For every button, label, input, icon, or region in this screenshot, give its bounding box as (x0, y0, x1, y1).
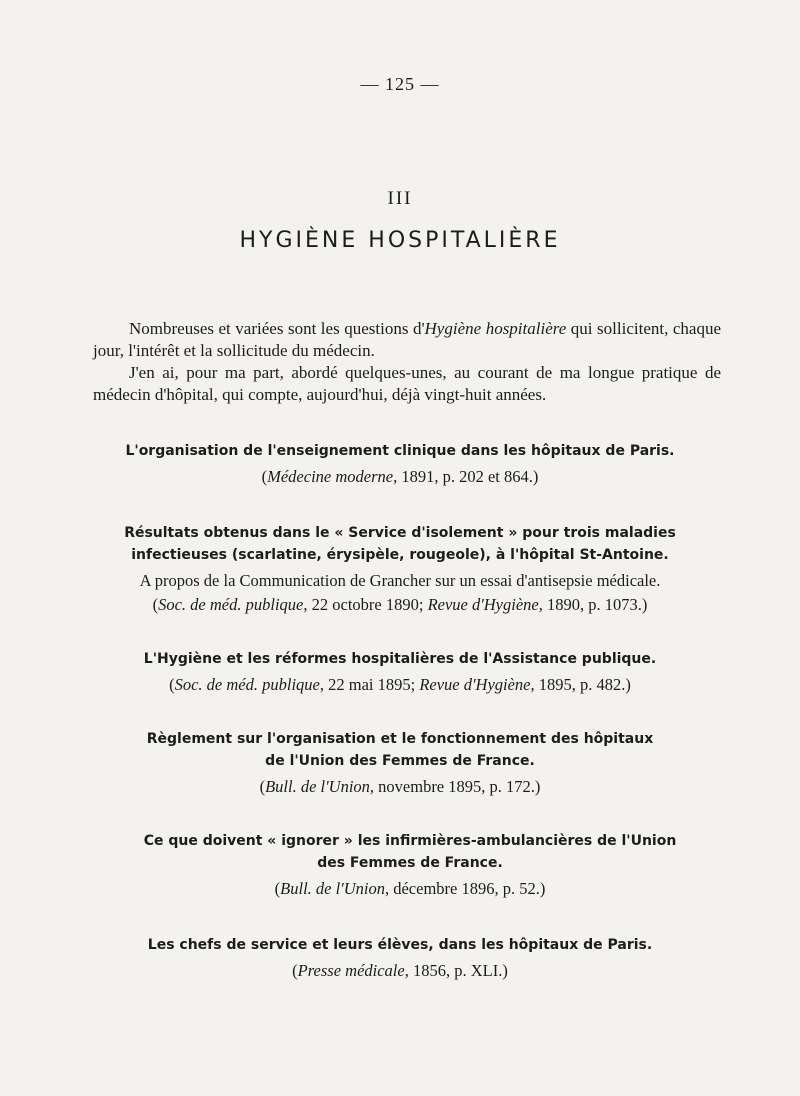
section-number: III (387, 188, 413, 209)
ref-journal: Bull. de l'Union (265, 777, 370, 796)
ref-journal-2: Revue d'Hygiène (427, 595, 539, 614)
intro-p1-end: qui sollicitent, chaque jour, l'intérêt et la sollicitude du médecin. (93, 319, 721, 360)
ref-details-2: , 1895, p. 482.) (530, 675, 631, 694)
entry-title: Résultats obtenus dans le « Service d'isolement » pour trois maladies infectieuses (scarlatine, érysipèle, rougeole), à l'hôpital St-Antoine. (124, 525, 676, 563)
ref-journal: Presse médicale (297, 961, 405, 980)
ref-details: , 22 mai 1895; (319, 675, 420, 694)
entry-reference (90, 594, 710, 616)
entry-title: L'Hygiène et les réformes hospitalières de l'Assistance publique. (143, 651, 657, 667)
entry-reference (100, 674, 700, 696)
ref-journal: Soc. de méd. publique (158, 595, 304, 614)
bibliography-entry (100, 648, 700, 696)
ref-open: ( (169, 675, 175, 694)
entry-title: Ce que doivent « ignorer » les infirmières-ambulancières de l'Union des Femmes de France. (143, 833, 677, 871)
bibliography-entry (100, 934, 700, 982)
ref-open: ( (292, 961, 298, 980)
entry-title: Les chefs de service et leurs élèves, dans les hôpitaux de Paris. (147, 937, 653, 953)
bibliography-entry (140, 728, 660, 798)
entry-reference (140, 776, 660, 798)
intro-p1-start: Nombreuses et variées sont les questions d' (129, 319, 425, 338)
entry-reference (100, 960, 700, 982)
ref-journal: Bull. de l'Union (280, 879, 385, 898)
intro-paragraph-1 (93, 318, 721, 362)
intro-p1-italic: Hygiène hospitalière (424, 319, 567, 338)
page-number: — 125 — (360, 74, 440, 94)
ref-details-2: , 1890, p. 1073.) (538, 595, 648, 614)
ref-open: ( (259, 777, 266, 796)
entry-reference (130, 878, 690, 900)
entry-title: Règlement sur l'organisation et le fonctionnement des hôpitaux de l'Union des Femmes de France. (146, 731, 654, 769)
intro-text (93, 318, 721, 406)
bibliography-entry (100, 440, 700, 488)
entry-title: L'organisation de l'enseignement clinique dans les hôpitaux de Paris. (125, 443, 675, 459)
section-title: HYGIÈNE HOSPITALIÈRE (239, 228, 561, 253)
ref-details: , novembre 1895, p. 172.) (369, 777, 541, 796)
bibliography-entry (130, 830, 690, 900)
ref-details: , décembre 1896, p. 52.) (384, 879, 546, 898)
ref-journal-2: Revue d'Hygiène (419, 675, 531, 694)
intro-paragraph-2: J'en ai, pour ma part, abordé quelques-unes, au courant de ma longue pratique de médecin d'hôpital, qui compte, aujourd'hui, déjà vingt-huit années. (93, 363, 721, 404)
ref-open: ( (261, 467, 268, 486)
ref-details: , 22 octobre 1890; (303, 595, 428, 614)
ref-open: ( (274, 879, 281, 898)
entry-reference (100, 466, 700, 488)
bibliography-entry (90, 522, 710, 616)
ref-open: ( (152, 595, 159, 614)
entry-note: A propos de la Communication de Grancher sur un essai d'antisepsie médicale. (139, 571, 661, 590)
ref-journal: Soc. de méd. publique (174, 675, 320, 694)
ref-details: , 1891, p. 202 et 864.) (393, 467, 539, 486)
ref-details: , 1856, p. XLI.) (404, 961, 508, 980)
ref-journal: Médecine moderne (267, 467, 394, 486)
